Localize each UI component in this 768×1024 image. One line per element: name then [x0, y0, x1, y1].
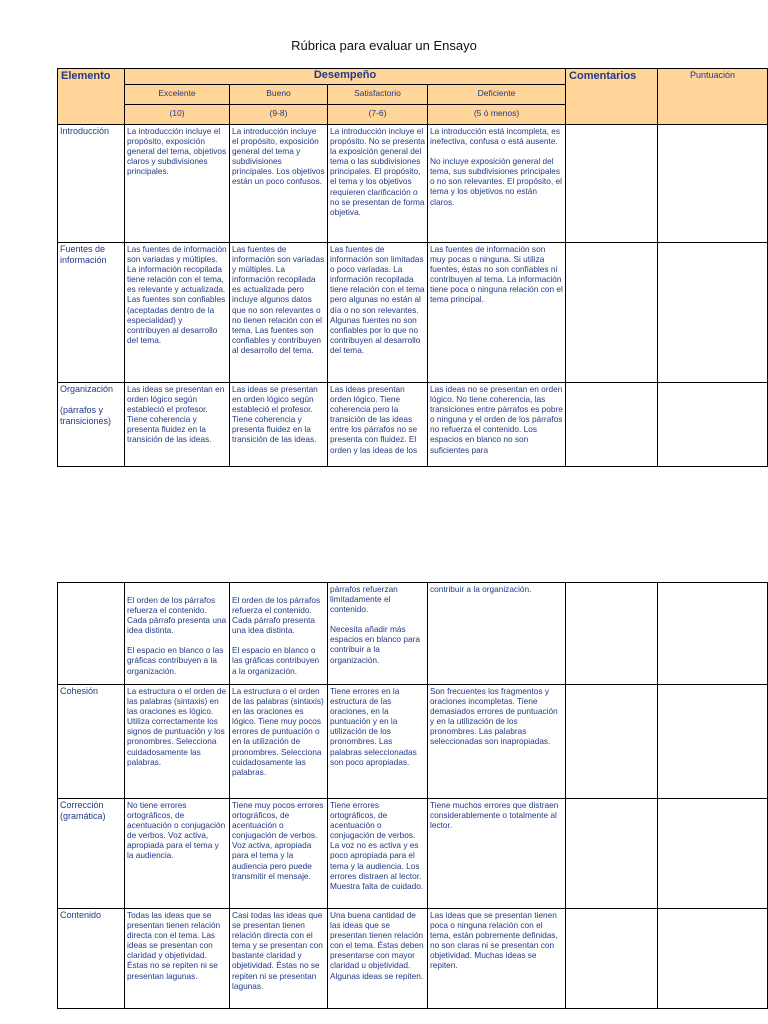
cell-deficiente: [428, 125, 566, 243]
row-element: Introducción: [58, 125, 125, 243]
cell-deficiente: contribuir a la organización.: [428, 583, 566, 685]
cell-paragraph: El orden de los párrafos refuerza el contenido. Cada párrafo presenta una idea distinta.: [127, 595, 227, 636]
cell-deficiente: Las fuentes de información son muy pocas o ninguna. Si utiliza fuentes, éstas no son confiables ni contribuyen al tema. La información tiene poca o ninguna relación con el tema principal.: [428, 243, 566, 383]
cell-satisfactorio: Una buena cantidad de las ideas que se presentan tienen relación con el tema. Éstas deben presentarse con mayor claridad u objetividad. Algunas ideas se repiten.: [328, 909, 428, 1009]
cell-comentarios: [566, 383, 658, 467]
cell-paragraph: El orden de los párrafos refuerza el contenido. Cada párrafo presenta una idea distinta.: [232, 595, 321, 636]
cell-bueno: Tiene muy pocos errores ortográficos, de acentuación o conjugación de verbos. Voz activa, apropiada para el tema y la audiencia pero puede transmitir el mensaje.: [230, 799, 328, 909]
cell-excelente: La estructura o el orden de las palabras (sintaxis) en las oraciones es lógico. Utiliza correctamente los signos de puntuación y los pronombres. Selecciona cuidadosamente las palabras.: [125, 685, 230, 799]
level-name-bueno: Bueno: [230, 85, 328, 105]
row-element-label: Organización: [60, 384, 114, 394]
row-element: Contenido: [58, 909, 125, 1009]
cell-paragraph: El espacio en blanco o las gráficas contribuyen a la organización.: [232, 645, 320, 676]
cell-satisfactorio: [328, 583, 428, 685]
header-comentarios: Comentarios: [566, 69, 658, 125]
level-name-satisfactorio: Satisfactorio: [328, 85, 428, 105]
cell-comentarios: [566, 125, 658, 243]
cell-puntuacion: [658, 685, 768, 799]
cell-deficiente: Las ideas no se presentan en orden lógico. No tiene coherencia, las transiciones entre párrafos es pobre o ninguna y el orden de los párrafos no refuerza el contenido. Los espacios en blanco no son suficientes para: [428, 383, 566, 467]
cell-puntuacion: [658, 383, 768, 467]
level-score-satisfactorio: (7-6): [328, 105, 428, 125]
cell-deficiente: Son frecuentes los fragmentos y oraciones incompletas. Tiene demasiados errores de puntuación y en la utilización de los pronombres. Las palabras seleccionadas son inapropiadas.: [428, 685, 566, 799]
table-row: [58, 799, 768, 909]
cell-puntuacion: [658, 909, 768, 1009]
rubric-table-page-1: [57, 68, 768, 467]
cell-excelente: Todas las ideas que se presentan tienen relación directa con el tema. Las ideas se presentan con claridad y objetividad. Éstas no se repiten ni se presentan lagunas.: [125, 909, 230, 1009]
table-row: [58, 383, 768, 467]
cell-paragraph: párrafos refuerzan limitadamente el contenido.: [330, 584, 398, 615]
cell-puntuacion: [658, 125, 768, 243]
document-title: Rúbrica para evaluar un Ensayo: [291, 38, 477, 53]
cell-comentarios: [566, 583, 658, 685]
cell-satisfactorio: La introducción incluye el propósito. No se presenta la exposición general del tema o las subdivisiones principales. El propósito, el tema y los objetivos requieren clarificación o no se presentan de forma objetiva.: [328, 125, 428, 243]
table-row: [58, 909, 768, 1009]
cell-excelente: La introducción incluye el propósito, exposición general del tema, objetivos claros y subdivisiones principales.: [125, 125, 230, 243]
row-element: [58, 383, 125, 467]
level-score-deficiente: (5 ó menos): [428, 105, 566, 125]
table-row: [58, 125, 768, 243]
row-element: Corrección (gramática): [58, 799, 125, 909]
cell-paragraph: El espacio en blanco o las gráficas contribuyen a la organización.: [127, 645, 224, 676]
cell-comentarios: [566, 243, 658, 383]
cell-excelente: No tiene errores ortográficos, de acentuación o conjugación de verbos. Voz activa, apropiada para el tema y la audiencia.: [125, 799, 230, 909]
table-row: [58, 583, 768, 685]
row-element-note: (párrafos y transiciones): [60, 405, 112, 426]
header-elemento: Elemento: [58, 69, 125, 125]
row-element: Fuentes de información: [58, 243, 125, 383]
cell-puntuacion: [658, 799, 768, 909]
cell-comentarios: [566, 909, 658, 1009]
cell-paragraph: Necesita añadir más espacios en blanco para contribuir a la organización.: [330, 624, 420, 665]
table-row: [58, 243, 768, 383]
cell-puntuacion: [658, 243, 768, 383]
cell-bueno: La estructura o el orden de las palabras (sintaxis) en las oraciones es lógico. Tiene muy pocos errores de puntuación o en la utilización de pronombres. Selecciona cuidadosamente las palabras.: [230, 685, 328, 799]
cell-excelente: Las ideas se presentan en orden lógico según estableció el profesor. Tiene coherencia y presenta fluidez en la transición de las ideas.: [125, 383, 230, 467]
cell-bueno: Casi todas las ideas que se presentan tienen relación directa con el tema y se presentan con bastante claridad y objetividad. Éstas no se repiten ni se presentan lagunas.: [230, 909, 328, 1009]
level-score-bueno: (9-8): [230, 105, 328, 125]
cell-bueno: [230, 583, 328, 685]
cell-excelente: Las fuentes de información son variadas y múltiples. La información recopilada tiene relación con el tema, es relevante y actualizada. Las fuentes son confiables (aceptadas dentro de la especialidad) y contribuyen al desarrollo del tema.: [125, 243, 230, 383]
level-score-excelente: (10): [125, 105, 230, 125]
level-name-deficiente: Deficiente: [428, 85, 566, 105]
cell-satisfactorio: Tiene errores en la estructura de las oraciones, en la puntuación y en la utilización de los pronombres. Las palabras seleccionadas son poco apropiadas.: [328, 685, 428, 799]
table-row: [58, 685, 768, 799]
cell-satisfactorio: Tiene errores ortográficos, de acentuación o conjugación de verbos. La voz no es activa y es poco apropiada para el tema y la audiencia. Los errores distraen al lector. Muestra falta de cuidado.: [328, 799, 428, 909]
cell-bueno: Las ideas se presentan en orden lógico según estableció el profesor. Tiene coherencia y presenta fluidez en la transición de las ideas.: [230, 383, 328, 467]
level-name-excelente: Excelente: [125, 85, 230, 105]
cell-puntuacion: [658, 583, 768, 685]
cell-bueno: Las fuentes de información son variadas y múltiples. La información recopilada es actualizada pero incluye algunos datos que no son relevantes o no tienen relación con el tema. Las fuentes son confiables y contribuyen al desarrollo del tema.: [230, 243, 328, 383]
cell-paragraph: La introducción está incompleta, es inefectiva, confusa o está ausente.: [430, 126, 561, 147]
cell-deficiente: Tiene muchos errores que distraen considerablemente o totalmente al lector.: [428, 799, 566, 909]
cell-comentarios: [566, 685, 658, 799]
row-element: [58, 583, 125, 685]
cell-satisfactorio: Las fuentes de información son limitadas o poco variadas. La información recopilada tiene relación con el tema pero algunas no están al día o no son relevantes. Algunas fuentes no son confiables por lo que no contribuyen al desarrollo del tema.: [328, 243, 428, 383]
row-element: Cohesión: [58, 685, 125, 799]
cell-bueno: La introducción incluye el propósito, exposición general del tema y subdivisiones principales. Los objetivos están un poco confusos.: [230, 125, 328, 243]
rubric-table-page-2: [57, 582, 768, 1009]
cell-paragraph: No incluye exposición general del tema, sus subdivisiones principales o no son relevantes. El propósito, el tema y los objetivos no están claros.: [430, 156, 562, 207]
header-desempeno: Desempeño: [125, 69, 566, 85]
cell-satisfactorio: Las ideas presentan orden lógico. Tiene coherencia pero la transición de las ideas entre los párrafos no se presenta con fluidez. El orden y las ideas de los: [328, 383, 428, 467]
header-puntuacion: Puntuación: [658, 69, 768, 125]
cell-comentarios: [566, 799, 658, 909]
cell-excelente: [125, 583, 230, 685]
cell-deficiente: Las ideas que se presentan tienen poca o ninguna relación con el tema, están pobremente definidas, no son claras ni se presentan con objetividad. Muchas ideas se repiten.: [428, 909, 566, 1009]
